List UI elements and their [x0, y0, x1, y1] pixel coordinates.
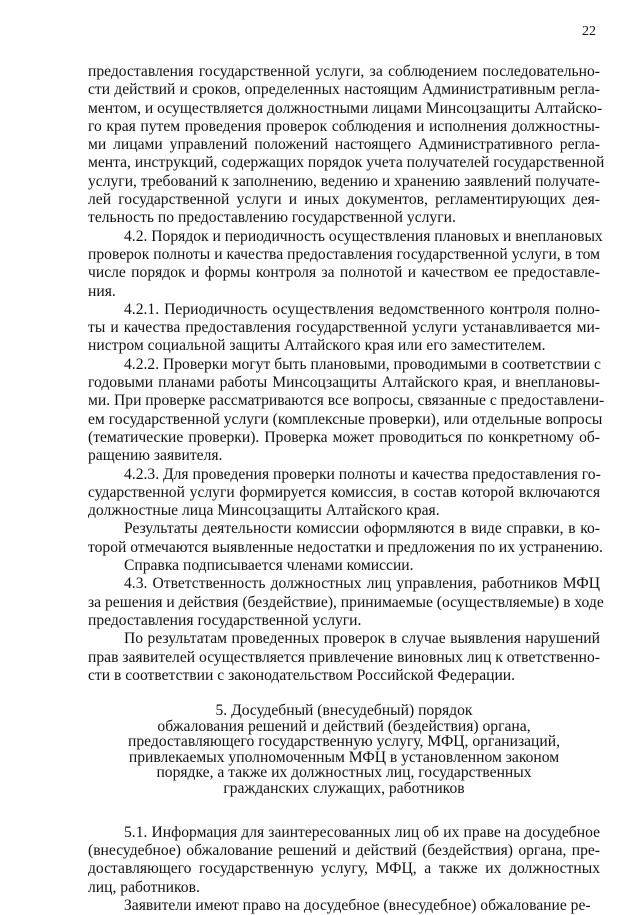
text-line: тельность по предоставлению государственной услуги. [88, 209, 456, 227]
text-line: 5.1. Информация для заинтересованных лиц об их праве на досудебное [124, 823, 600, 841]
text-line: лиц, работников. [88, 878, 200, 896]
paragraph [88, 557, 600, 575]
text-line: сударственной услуги формируется комиссия, в состав которой включаются [88, 483, 600, 501]
text-line: сти в соответствии с законодательством Российской Федерации. [88, 666, 516, 684]
paragraph [88, 520, 603, 557]
text-line: проверок полноты и качества предоставления государственной услуги, в том [88, 245, 600, 263]
text-line: Справка подписывается членами комиссии. [124, 557, 414, 575]
heading-line: гражданских служащих, работников [223, 780, 465, 798]
paragraph [88, 63, 605, 228]
text-line: (внесудебное) обжалование решений и действий (бездействия) органа, пре- [88, 841, 600, 859]
paragraph [88, 897, 600, 915]
paragraph [88, 824, 600, 897]
heading-line: обжалования решений и действий (бездействия) органа, [157, 717, 531, 735]
paragraph [88, 630, 600, 685]
text-line: 4.2.1. Периодичность осуществления ведомственного контроля полно- [124, 300, 600, 318]
text-line: ния. [88, 282, 116, 300]
paragraph [88, 227, 603, 301]
text-line: Заявители имеют право на досудебное (внесудебное) обжалование ре- [124, 896, 591, 914]
text-line: Результаты деятельности комиссии оформляются в виде справки, в ко- [124, 520, 600, 538]
text-line: 4.2.2. Проверки могут быть плановыми, проводимыми в соответствии с [124, 355, 601, 373]
heading-line: порядке, а также их должностных лиц, государственных [156, 764, 532, 782]
section-heading [88, 703, 600, 797]
text-line: ем государственной услуги (комплексные проверки), или отдельные вопросы [88, 410, 603, 428]
body-text [88, 63, 605, 915]
text-line: ращению заявителя. [88, 447, 223, 465]
text-line: ментом, и осуществляется должностными лицами Минсоцзащиты Алтайско- [88, 99, 603, 117]
text-line: доставляющего государственную услугу, МФЦ, а также их должностных [88, 860, 600, 878]
text-line: числе порядок и формы контроля за полнотой и качеством ее предоставле- [88, 264, 600, 282]
heading-line: привлекаемых уполномоченным МФЦ в установленном законом [128, 748, 560, 766]
text-line: нистром социальной защиты Алтайского края или его заместителем. [88, 337, 546, 355]
text-line: мента, инструкций, содержащих порядок учета получателей государственной [88, 154, 605, 172]
text-line: должностные лица Минсоцзащиты Алтайского края. [88, 502, 440, 520]
paragraph [88, 466, 600, 521]
text-line: (тематические проверки). Проверка может проводиться по конкретному об- [88, 428, 600, 446]
heading-line: 5. Досудебный (внесудебный) порядок [215, 702, 473, 720]
text-line: предоставления государственной услуги, за соблюдением последовательно- [88, 63, 600, 80]
text-line: торой отмечаются выявленные недостатки и предложения по их устранению. [88, 538, 603, 556]
text-line: го края путем проведения проверок соблюдения и исполнения должностны- [88, 117, 600, 135]
text-line: прав заявителей осуществляется привлечение виновных лиц к ответственно- [88, 648, 600, 666]
text-line: услуги, требований к заполнению, ведению и хранению заявлений получате- [88, 172, 600, 190]
text-line: лей государственной услуги и иных документов, регламентирующих дея- [88, 191, 600, 209]
page-number: 22 [582, 24, 596, 39]
text-line: годовыми планами работы Минсоцзащиты Алтайского края, и внеплановы- [88, 374, 600, 392]
text-line: ты и качества предоставления государственной услуги устанавливается ми- [88, 319, 600, 337]
paragraph [88, 301, 600, 356]
text-line: ми. При проверке рассматриваются все вопросы, связанные с предоставлени- [88, 392, 605, 410]
paragraph [88, 575, 604, 630]
text-line: предоставления государственной услуги. [88, 611, 362, 629]
text-line: за решения и действия (бездействие), принимаемые (осуществляемые) в ходе [88, 593, 604, 611]
paragraph [88, 355, 605, 466]
text-line: сти действий и сроков, определенных настоящим Административным регла- [88, 81, 600, 99]
text-line: 4.2. Порядок и периодичность осуществления плановых и внеплановых [124, 227, 603, 245]
text-line: По результатам проведенных проверок в случае выявления нарушений [124, 630, 600, 648]
text-line: ми лицами управлений положений настоящего Административного регла- [88, 136, 600, 154]
heading-line: предоставляющего государственную услугу, МФЦ, организаций, [128, 733, 560, 751]
text-line: 4.2.3. Для проведения проверки полноты и качества предоставления го- [124, 465, 601, 483]
text-line: 4.3. Ответственность должностных лиц управления, работников МФЦ [124, 575, 600, 593]
